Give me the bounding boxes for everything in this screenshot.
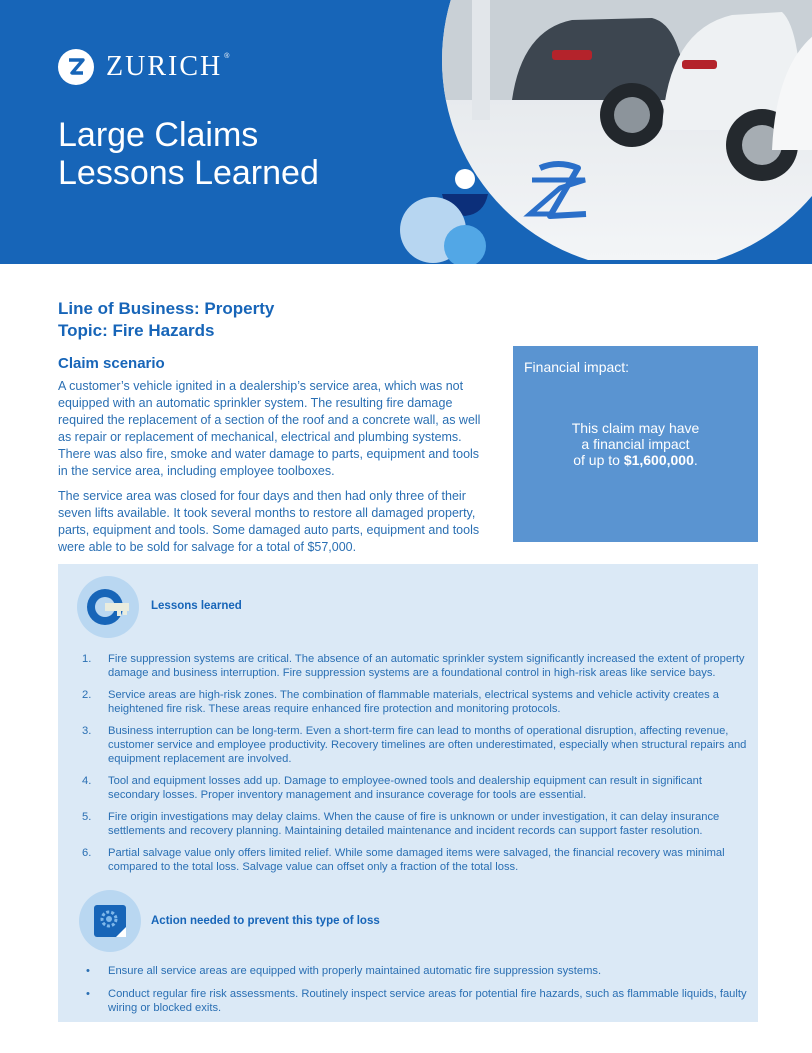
gear-icon [79,890,141,952]
brand-registered-mark: ® [224,53,230,60]
line-of-business-heading [58,298,274,342]
item-text: Fire origin investigations may delay claims. When the cause of fire is unknown or under investigation, it can delay insurance settlements and recovery planning. Maintaining detailed maintenance and incident records can support faster resolution. [108,811,720,837]
lessons-badge [77,576,139,638]
brand-shapes-graphic [400,158,610,264]
list-item [78,987,748,1015]
bullet: • [86,988,90,1000]
action-badge [79,890,141,952]
zurich-z-icon [58,49,94,85]
list-item [78,964,748,978]
financial-impact-heading: Financial impact: [524,359,630,375]
item-number: 5. [82,811,92,823]
item-number: 3. [82,725,92,737]
financial-line-1: This claim may have [571,420,700,436]
action-needed-heading: Action needed to prevent this type of loss [151,915,380,927]
item-text: Partial salvage value only offers limited relief. While some damaged items were salvaged, the financial recovery was minimal compared to the total loss. Salvage value can offset only a fraction of the total loss. [108,847,725,873]
list-item [78,724,748,766]
list-item [78,846,748,874]
list-item [78,774,748,802]
page-title [58,116,319,192]
lessons-list [78,652,748,882]
item-text: Business interruption can be long-term. Even a short-term fire can lead to months of operational disruption, affecting revenue, customer service and employee productivity. Recovery timelines are often underestimated, especially when structural repairs and equipment replacement are involved. [108,725,747,765]
zurich-logo [58,49,229,85]
actions-list [78,964,748,1024]
item-number: 6. [82,847,92,859]
financial-line-3 [513,452,758,468]
list-item [78,688,748,716]
list-item [78,810,748,838]
bullet: • [86,965,90,977]
item-text: Ensure all service areas are equipped with properly maintained automatic fire suppression systems. [108,965,602,977]
scenario-paragraph-2: The service area was closed for four days and then had only three of their seven lifts available. It took several months to restore all damaged property, parts, equipment and tools. Some damaged auto parts, equipment and tools were able to be sold for salvage for a total of $57,000. [58,489,480,554]
item-text: Service areas are high-risk zones. The combination of flammable materials, electrical systems and vehicle activity creates a heightened fire risk. These areas require enhanced fire protection and monitoring protocols. [108,689,720,715]
topic-line: Topic: Fire Hazards [58,321,215,340]
item-text: Conduct regular fire risk assessments. Routinely inspect service areas for potential fire hazards, such as flammable liquids, faulty wiring or blocked exits. [108,988,747,1014]
lessons-panel [58,564,758,1022]
lob-line: Line of Business: Property [58,299,275,318]
header-banner [0,0,812,264]
financial-line-3-suffix: . [693,452,698,468]
item-number: 1. [82,653,92,665]
key-icon [77,576,139,638]
scenario-paragraph-1: A customer’s vehicle ignited in a dealership’s service area, which was not equipped with an automatic sprinkler system. The resulting fire damage required the replacement of a section of the roof and a concrete wall, as well as repair or replacement of mechanical, electrical and plumbing systems. There was also fire, smoke and water damage to parts, equipment and tools in the service area, including employee toolboxes. [58,379,481,478]
list-item [78,652,748,680]
financial-impact-box [513,346,758,542]
financial-amount: $1,600,000 [623,452,694,468]
item-number: 2. [82,689,92,701]
claim-scenario-body [58,378,488,564]
financial-line-2: a financial impact [581,436,690,452]
financial-line-3-prefix: of up to [573,452,624,468]
lessons-learned-heading: Lessons learned [151,600,242,612]
title-line-1: Large Claims [58,116,259,154]
claim-scenario-heading: Claim scenario [58,355,165,372]
title-line-2: Lessons Learned [58,154,319,192]
brand-name: ZURICH [106,51,223,82]
financial-impact-text [513,420,758,468]
item-number: 4. [82,775,92,787]
item-text: Fire suppression systems are critical. The absence of an automatic sprinkler system significantly increased the extent of property damage and business interruption. Fire suppression systems are a foundational control in high-risk areas like service bays. [108,653,745,679]
item-text: Tool and equipment losses add up. Damage to employee-owned tools and dealership equipment can result in significant secondary losses. Proper inventory management and insurance coverage for tools are essential. [108,775,702,801]
